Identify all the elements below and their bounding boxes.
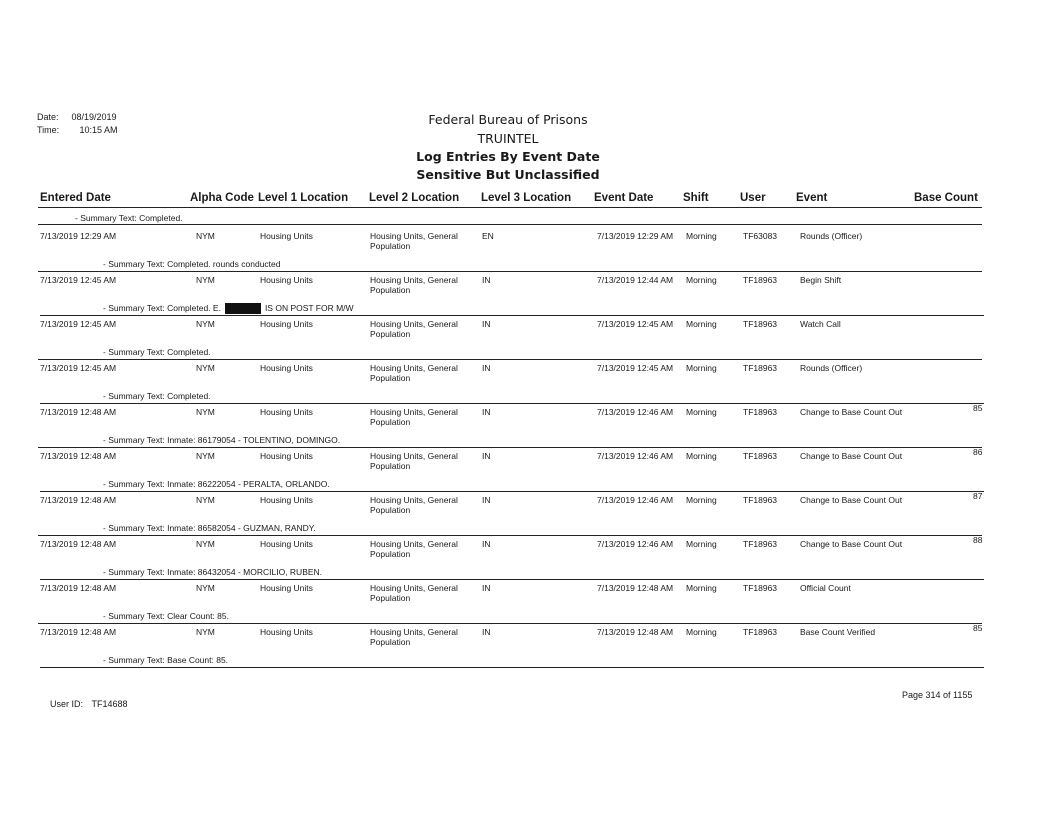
header-rule [38,207,982,208]
time-value: 10:15 AM [79,125,118,135]
shift-cell: Morning [686,363,717,373]
level3-cell: IN [482,539,491,549]
event-date-cell: 7/13/2019 12:45 AM [597,319,674,329]
summary-text-body: - Summary Text: Completed. E. [103,303,221,313]
col-alpha-code: Alpha Code [190,192,254,204]
shift-cell: Morning [686,407,717,417]
row-rule [40,403,984,404]
row-rule [38,535,982,536]
user-cell: TF18963 [743,363,778,373]
level1-cell: Housing Units [260,231,313,241]
summary-text-body: - Summary Text: Inmate: 86179054 - TOLENTINO, DOMINGO. [103,435,341,445]
row-rule [38,359,982,360]
alpha-code-cell: NYM [196,407,215,417]
level3-cell: IN [482,583,491,593]
entered-date-cell: 7/13/2019 12:48 AM [40,495,117,505]
event-cell: Rounds (Officer) [800,231,863,241]
base-count-cell: 85 [973,403,983,413]
redaction-block [225,303,261,314]
summary-text-body: - Summary Text: Clear Count: 85. [103,611,229,621]
level1-cell: Housing Units [260,363,313,373]
row-rule [40,579,984,580]
level3-cell: IN [482,451,491,461]
summary-text [103,523,316,533]
summary-text-body: - Summary Text: Inmate: 86222054 - PERALTA, ORLANDO. [103,479,330,489]
base-count-cell: 86 [973,447,983,457]
entered-date-cell: 7/13/2019 12:48 AM [40,627,117,637]
summary-text-body: - Summary Text: Inmate: 86582054 - GUZMAN, RANDY. [103,523,316,533]
event-date-cell: 7/13/2019 12:46 AM [597,407,674,417]
entered-date-cell: 7/13/2019 12:45 AM [40,275,117,285]
alpha-code-cell: NYM [196,583,215,593]
summary-text [103,391,211,401]
shift-cell: Morning [686,583,717,593]
event-date-cell: 7/13/2019 12:48 AM [597,583,674,593]
user-cell: TF18963 [743,539,778,549]
level1-cell: Housing Units [260,451,313,461]
report-title-agency: Federal Bureau of Prisons [428,112,588,127]
alpha-code-cell: NYM [196,627,215,637]
level2-cell: Housing Units, General Population [370,275,458,295]
row-rule [38,224,982,225]
shift-cell: Morning [686,495,717,505]
level1-cell: Housing Units [260,495,313,505]
row-rule [40,667,984,668]
col-level2: Level 2 Location [369,192,460,204]
alpha-code-cell: NYM [196,319,215,329]
alpha-code-cell: NYM [196,363,215,373]
summary-text-body: - Summary Text: Completed. [103,347,211,357]
alpha-code-cell: NYM [196,495,215,505]
user-cell: TF18963 [743,319,778,329]
summary-text [103,479,330,489]
level1-cell: Housing Units [260,583,313,593]
report-title-name: Log Entries By Event Date [416,149,600,164]
page-number: Page 314 of 1155 [902,690,973,700]
event-date-cell: 7/13/2019 12:46 AM [597,451,674,461]
level1-cell: Housing Units [260,407,313,417]
event-cell: Change to Base Count Out [800,539,903,549]
report-title-system: TRUINTEL [477,131,539,146]
summary-text [103,611,229,621]
col-event: Event [796,192,828,204]
summary-text [103,303,354,314]
summary-text-body: - Summary Text: Base Count: 85. [103,655,229,665]
col-level3: Level 3 Location [481,192,572,204]
summary-text-body: - Summary Text: Inmate: 86432054 - MORCILIO, RUBEN. [103,567,323,577]
event-date-cell: 7/13/2019 12:46 AM [597,495,674,505]
event-date-cell: 7/13/2019 12:46 AM [597,539,674,549]
row-rule [38,271,982,272]
date-value: 08/19/2019 [71,112,117,122]
report-title-classification: Sensitive But Unclassified [416,167,600,182]
event-date-cell: 7/13/2019 12:48 AM [597,627,674,637]
event-cell: Change to Base Count Out [800,407,903,417]
footer-user-label: User ID: [50,699,84,709]
event-cell: Base Count Verified [800,627,876,637]
col-entered-date: Entered Date [40,192,111,204]
level2-cell: Housing Units, General Population [370,583,458,603]
level2-cell: Housing Units, General Population [370,451,458,471]
date-label: Date: [37,112,59,122]
event-cell: Watch Call [800,319,841,329]
entered-date-cell: 7/13/2019 12:45 AM [40,363,117,373]
user-cell: TF18963 [743,495,778,505]
base-count-cell: 88 [973,535,983,545]
col-event-date: Event Date [594,192,654,204]
level2-cell: Housing Units, General Population [370,319,458,339]
level2-cell: Housing Units, General Population [370,363,458,383]
shift-cell: Morning [686,627,717,637]
event-cell: Change to Base Count Out [800,451,903,461]
level3-cell: IN [482,407,491,417]
event-date-cell: 7/13/2019 12:44 AM [597,275,674,285]
level3-cell: IN [482,275,491,285]
user-cell: TF63083 [743,231,778,241]
entered-date-cell: 7/13/2019 12:48 AM [40,451,117,461]
event-date-cell: 7/13/2019 12:45 AM [597,363,674,373]
level2-cell: Housing Units, General Population [370,539,458,559]
base-count-cell: 87 [973,491,983,501]
alpha-code-cell: NYM [196,275,215,285]
level1-cell: Housing Units [260,539,313,549]
level3-cell: IN [482,319,491,329]
row-rule [38,623,982,624]
summary-text [103,347,211,357]
shift-cell: Morning [686,231,717,241]
user-cell: TF18963 [743,407,778,417]
user-cell: TF18963 [743,583,778,593]
level1-cell: Housing Units [260,319,313,329]
report-time [37,125,118,135]
level1-cell: Housing Units [260,275,313,285]
level2-cell: Housing Units, General Population [370,495,458,515]
alpha-code-cell: NYM [196,231,215,241]
level2-cell: Housing Units, General Population [370,407,458,427]
alpha-code-cell: NYM [196,539,215,549]
entered-date-cell: 7/13/2019 12:45 AM [40,319,117,329]
level3-cell: IN [482,363,491,373]
level1-cell: Housing Units [260,627,313,637]
level3-cell: IN [482,495,491,505]
summary-text [103,435,340,445]
footer-user [50,699,128,709]
entered-date-cell: 7/13/2019 12:48 AM [40,583,117,593]
summary-text-body: - Summary Text: Completed. [103,391,211,401]
shift-cell: Morning [686,539,717,549]
summary-text-tail: IS ON POST FOR M/W [264,303,354,313]
user-cell: TF18963 [743,627,778,637]
alpha-code-cell: NYM [196,451,215,461]
col-level1: Level 1 Location [258,192,349,204]
entered-date-cell: 7/13/2019 12:48 AM [40,407,117,417]
shift-cell: Morning [686,319,717,329]
level3-cell: EN [482,231,494,241]
footer-user-value: TF14688 [91,699,128,709]
summary-text-body: - Summary Text: Completed. rounds conducted [103,259,281,269]
entered-date-cell: 7/13/2019 12:48 AM [40,539,117,549]
user-cell: TF18963 [743,451,778,461]
event-cell: Rounds (Officer) [800,363,863,373]
summary-text [103,567,322,577]
report-date [37,112,117,122]
event-cell: Begin Shift [800,275,842,285]
row-rule [38,447,982,448]
row-rule [40,315,984,316]
level2-cell: Housing Units, General Population [370,627,458,647]
row-rule [40,491,984,492]
entered-date-cell: 7/13/2019 12:29 AM [40,231,117,241]
event-date-cell: 7/13/2019 12:29 AM [597,231,674,241]
summary-text [103,259,280,269]
time-label: Time: [37,125,60,135]
event-cell: Change to Base Count Out [800,495,903,505]
user-cell: TF18963 [743,275,778,285]
event-cell: Official Count [800,583,851,593]
first-summary: - Summary Text: Completed. [75,213,183,223]
level3-cell: IN [482,627,491,637]
level2-cell: Housing Units, General Population [370,231,458,251]
base-count-cell: 85 [973,623,983,633]
col-shift: Shift [683,192,709,204]
summary-text [103,655,228,665]
col-user: User [740,192,766,204]
shift-cell: Morning [686,451,717,461]
col-base-count: Base Count [914,192,978,204]
shift-cell: Morning [686,275,717,285]
